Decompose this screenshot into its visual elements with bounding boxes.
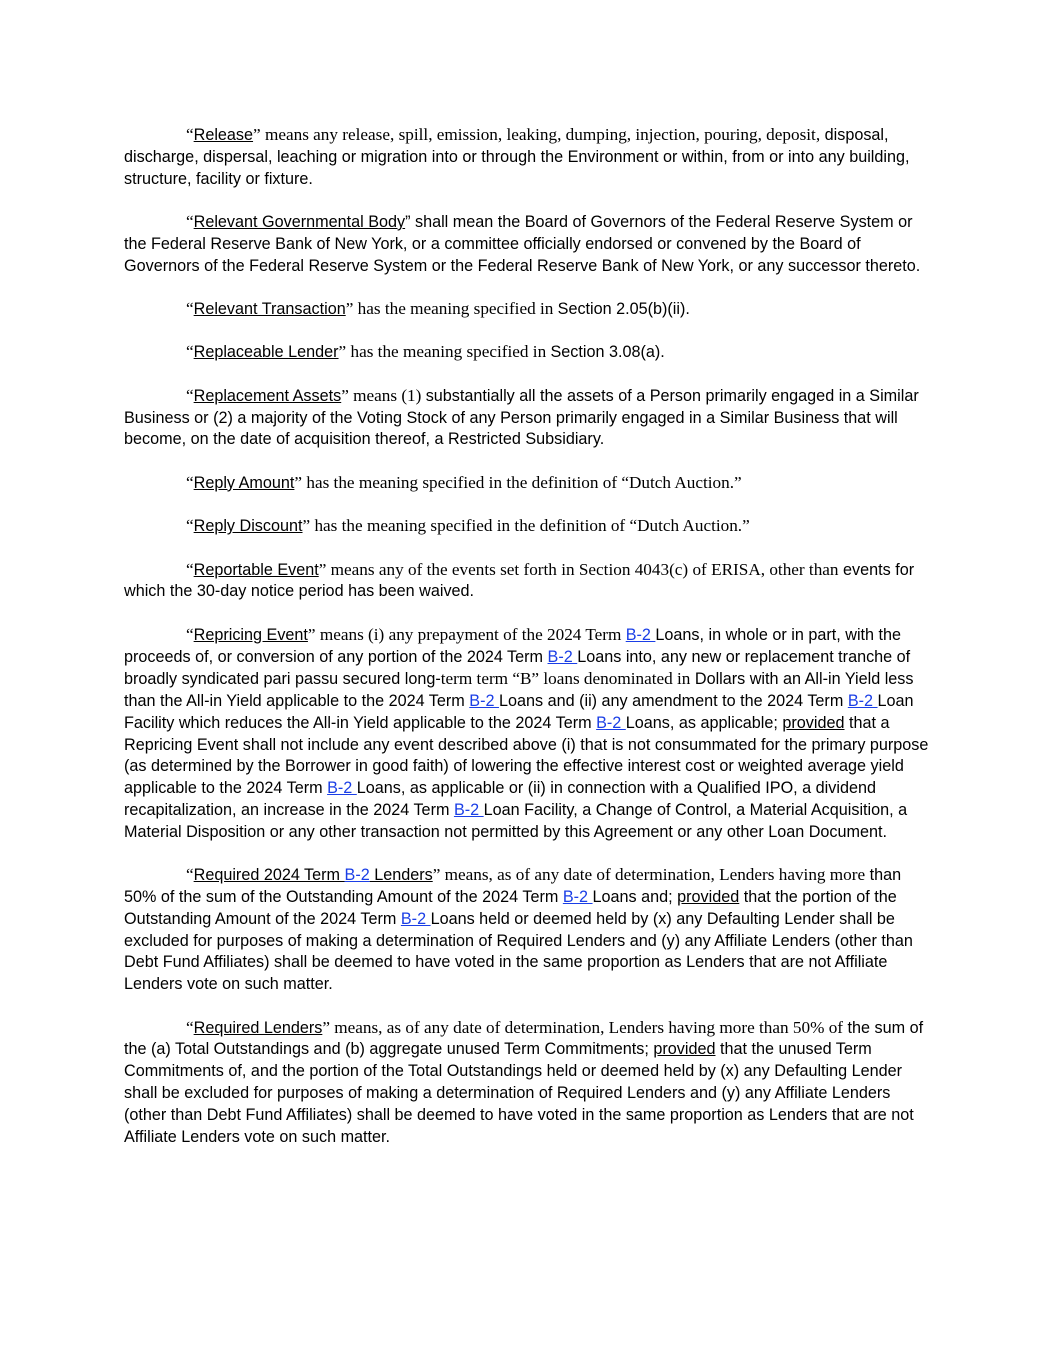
definition-text: “ bbox=[186, 472, 194, 492]
defined-term: Required 2024 Term bbox=[193, 866, 345, 885]
definition-text: ” means, as of any date of determination, Lenders having more bbox=[432, 865, 866, 885]
definition-text: ” has the meaning specified in the definition of “Dutch Auction.” bbox=[294, 472, 742, 492]
definition-required-2024-term-b2-lenders bbox=[124, 864, 932, 996]
definition-text: ” means (i) any prepayment of the 2024 Term bbox=[307, 624, 626, 644]
defined-term: Relevant Governmental Body bbox=[193, 212, 406, 231]
definition-text: than 50% of the sum of the Outstanding Amount of the 2024 Term bbox=[124, 866, 902, 907]
definition-text: the sum of the (a) Total Outstandings and (b) aggregate unused Term Commitments; bbox=[124, 1018, 924, 1059]
definition-text: ” means (1) bbox=[341, 385, 426, 405]
definition-text: ” means, as of any date of determination, Lenders having more than 50% of bbox=[322, 1017, 844, 1037]
term-b2-link[interactable]: B-2 bbox=[596, 713, 626, 732]
definition-text: “ bbox=[186, 298, 194, 318]
definition-text: substantially all the assets of a Person primarily engaged in a Similar Business or (2) a majority of the Voting Stock of any Person primarily engaged in a Similar Business that will become, on the date of acquisition thereof, a Restricted Subsidiary. bbox=[124, 386, 919, 449]
definition-text: “ bbox=[186, 211, 194, 231]
definition-relevant-transaction bbox=[124, 298, 932, 321]
definition-text: disposal, discharge, dispersal, leaching or migration into or through the Environment or within, from or into any building, structure, facility or fixture. bbox=[124, 126, 910, 188]
term-b2-link[interactable]: B-2 bbox=[453, 801, 484, 820]
defined-term: Replacement Assets bbox=[193, 386, 342, 405]
defined-term: Reply Amount bbox=[193, 473, 295, 492]
definition-text: Loans into, any new or replacement tranche of broadly syndicated pari passu secured long- bbox=[124, 647, 911, 689]
definition-text: “ bbox=[186, 385, 194, 405]
definition-reply-amount bbox=[124, 472, 932, 495]
definition-repricing-event bbox=[124, 624, 932, 844]
definition-text: ” shall mean the Board of Governors of the Federal Reserve System or the Federal Reserve Bank of New York, or a committee officially endorsed or convened by the Board of Governors of the Federal Reserve System or the Federal Reserve Bank of New York, or any successor thereto. bbox=[124, 212, 921, 275]
term-b2-link[interactable]: B-2 bbox=[469, 692, 499, 711]
definition-text: Loans, as applicable or (ii) in connection with a Qualified IPO, a dividend recapitalization, an increase in the 2024 Term bbox=[124, 779, 876, 820]
definition-text: that a Repricing Event shall not include any event described above (i) that is not consummated for the primary purpose (as determined by the Borrower in good faith) of lowering the effective interest cost or weighted average yield applicable to the 2024 Term bbox=[124, 713, 929, 798]
definition-text: “ bbox=[186, 1017, 194, 1037]
definition-text: Loans and; bbox=[592, 888, 678, 907]
term-b2-link[interactable]: B-2 bbox=[625, 625, 656, 644]
term-b2-link[interactable]: B-2 bbox=[327, 779, 357, 798]
definition-text: ” means any of the events set forth in Section 4043(c) of ERISA, other than bbox=[318, 559, 839, 579]
definition-text: ” has the meaning specified in the definition of “Dutch Auction.” bbox=[302, 516, 750, 536]
defined-term: Reportable Event bbox=[193, 560, 319, 579]
definition-text: “ bbox=[186, 516, 194, 536]
definition-text: that the unused Term Commitments of, and the portion of the Total Outstandings held or deemed held by (x) any Defaulting Lender shall be excluded for purposes of making a determination of Required Lenders and (y) any Affiliate Lenders (other than Debt Fund Affiliates) shall be deemed to have voted in the same proportion as Lenders that are not Affiliate Lenders vote on such matter. bbox=[124, 1040, 914, 1146]
definition-text: “ bbox=[186, 624, 194, 644]
defined-term: Relevant Transaction bbox=[193, 299, 346, 318]
definition-reply-discount bbox=[124, 515, 932, 538]
definition-text: “ bbox=[186, 125, 194, 144]
definition-text: Loan Facility, a Change of Control, a Material Acquisition, a Material Disposition or any other transaction not permitted by this Agreement or any other Loan Document. bbox=[124, 801, 908, 841]
provided-emphasis: provided bbox=[782, 713, 845, 732]
definition-text: Loans and (ii) any amendment to the 2024 Term bbox=[498, 692, 848, 711]
defined-term: Lenders bbox=[369, 866, 433, 885]
definition-text: “ bbox=[186, 559, 194, 579]
definition-text: term term “B” loans denominated in bbox=[440, 669, 691, 689]
term-b2-link[interactable]: B-2 bbox=[562, 888, 593, 907]
definition-text: Loans, as applicable; bbox=[625, 713, 783, 732]
definition-text: Section 2.05(b)(ii). bbox=[557, 299, 690, 318]
defined-term: Reply Discount bbox=[193, 517, 303, 536]
definition-required-lenders bbox=[124, 1017, 932, 1149]
provided-emphasis: provided bbox=[677, 888, 740, 907]
definition-text: Loans held or deemed held by (x) any Defaulting Lender shall be excluded for purposes of making a determination of Required Lenders and (y) any Affiliate Lenders (other than Debt Fund Affiliates) shall be deemed to have voted in the same proportion as Lenders that are not Affiliate Lenders vote on such matter. bbox=[124, 909, 913, 994]
term-b2-link[interactable]: B-2 bbox=[547, 647, 578, 666]
defined-term: Replaceable Lender bbox=[193, 343, 339, 362]
term-b2-link[interactable]: B-2 bbox=[847, 692, 878, 711]
definition-replacement-assets bbox=[124, 385, 932, 451]
defined-term: Release bbox=[193, 126, 254, 144]
term-b2-link[interactable]: B-2 bbox=[344, 866, 370, 885]
provided-emphasis: provided bbox=[653, 1040, 716, 1059]
definition-text: that the portion of the Outstanding Amount of the 2024 Term bbox=[124, 888, 897, 928]
definition-text: Loans, in whole or in part, with the proceeds of, or conversion of any portion of the 2024 Term bbox=[124, 625, 902, 666]
defined-term: Repricing Event bbox=[193, 625, 308, 644]
term-b2-link[interactable]: B-2 bbox=[400, 909, 431, 928]
definition-replaceable-lender bbox=[124, 341, 932, 364]
definition-text: Loan Facility which reduces the All-in Yield applicable to the 2024 Term bbox=[124, 692, 914, 732]
definition-text: Section 3.08(a). bbox=[550, 343, 665, 362]
definition-text: “ bbox=[186, 865, 194, 885]
defined-term: Required Lenders bbox=[193, 1018, 323, 1037]
definition-text: events for which the 30-day notice period has been waived. bbox=[124, 560, 915, 601]
definition-text: Dollars with an All-in Yield less than the All-in Yield applicable to the 2024 Term bbox=[124, 670, 914, 711]
definition-text: ” means any release, spill, emission, leaking, dumping, injection, pouring, deposit, bbox=[253, 125, 821, 144]
definition-release bbox=[124, 124, 932, 190]
document-page bbox=[124, 124, 932, 1169]
definition-text: ” has the meaning specified in bbox=[338, 342, 551, 362]
definition-reportable-event bbox=[124, 559, 932, 604]
definition-text: “ bbox=[186, 342, 194, 362]
definition-text: ” has the meaning specified in bbox=[345, 298, 558, 318]
definition-relevant-governmental-body bbox=[124, 211, 932, 277]
